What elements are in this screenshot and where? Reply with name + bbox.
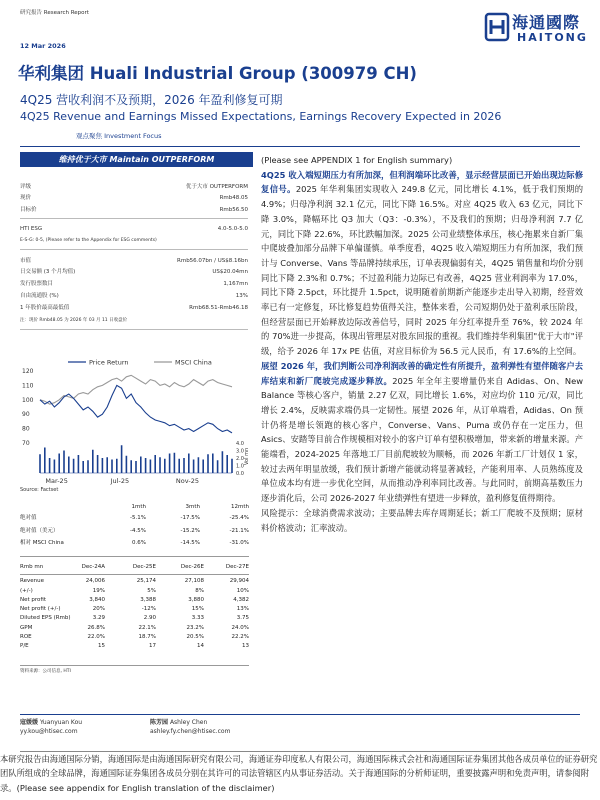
investment-focus-label: 观点聚焦 Investment Focus	[76, 132, 162, 140]
row-label: ROE	[20, 634, 32, 641]
volume-bar	[164, 459, 166, 473]
cell: 15	[98, 643, 105, 650]
y-tick-label: 90	[22, 411, 30, 419]
analyst-name-cn: 陈芳园	[150, 719, 169, 726]
volume-bar	[106, 457, 108, 473]
cell: 27,108	[184, 578, 204, 585]
cell: 24.0%	[231, 624, 249, 631]
cell: 20.5%	[186, 634, 204, 641]
volume-bar	[116, 459, 118, 473]
kv-value: Rmb56.50	[219, 207, 248, 213]
legend-label-msci: MSCI China	[175, 358, 212, 367]
cell: -15.2%	[180, 527, 200, 534]
kv-label: 日交易额 (3 个月均值)	[20, 269, 76, 275]
cell: -25.4%	[229, 515, 249, 522]
kv-value: 4.0-5.0-5.0	[217, 226, 248, 232]
series-line-price-return	[40, 385, 232, 433]
table-row	[20, 539, 249, 548]
divider	[20, 329, 248, 330]
volume-bar	[222, 451, 224, 473]
volume-bar	[193, 460, 195, 474]
volume-bar	[217, 460, 219, 473]
kv-label: 目标价	[20, 207, 37, 213]
volume-bar	[212, 454, 214, 474]
volume-bar	[102, 458, 104, 473]
volume-bar	[126, 456, 128, 473]
cell: -31.0%	[229, 539, 249, 546]
cell: 3.33	[191, 615, 204, 622]
price-row	[20, 194, 248, 203]
volume-bar	[145, 458, 147, 473]
header-cell: Rmb mn	[20, 564, 44, 570]
subtitle-cn: 4Q25 营收利润不及预期，2026 年盈利修复可期	[20, 93, 283, 107]
row-label: 相对 MSCI China	[20, 539, 64, 546]
volume-bar	[178, 459, 180, 473]
market-row	[20, 268, 248, 277]
market-row	[20, 292, 248, 301]
cell: 5%	[147, 587, 156, 594]
summary-body: 2025 年全年主要增量仍来自 Adidas、On、New Balance 等核心客户，销量 2.27 亿双，同比增长 1.6%，对应均价 110 元/双，同比增长 2.4%，反映需求端仍具一定韧性。展望 2026 年，从订单端看，Adidas、On 预计仍将是增长领跑的核心客户，Converse、Vans、Puma 或仍存在一定压力，但 Asics、安踏等目前合作规模相对较小的客户订单有望积极增加，带来新的增量来源。产能端看，2024-2025 年落地工厂目前爬坡较为顺畅，而 2026 年新工厂计划仅 1 家，较过去两年明显放缓，我们预计新增产能就动将显著减轻，产能利用率、人员熟练度及单位成本均有进一步优化空间，从而推动净利率同比改善。与此同时，前期高基数压力逐步消化后，公司 2026-2027 年业绩弹性有望进一步释放，盈利修复值得期待。	[261, 375, 583, 504]
summary-highlight: 展望 2026 年，我们判断公司净利润改善的确定性有所提升，盈利弹性有望伴随客户去库结束和新厂爬坡完成逐步释放。	[261, 360, 583, 386]
kv-label: 自由流通股 (%)	[20, 293, 59, 299]
volume-bar	[130, 460, 132, 473]
appendix-note: (Please see APPENDIX 1 for English summary)	[261, 155, 453, 165]
volume-bar	[92, 450, 94, 473]
analyst-name-cn: 寇媛媛	[20, 719, 39, 726]
table-row	[20, 642, 249, 651]
cell: -5.1%	[130, 515, 146, 522]
kv-value: 优于大市 OUTPERFORM	[185, 184, 248, 190]
divider	[20, 249, 248, 250]
table-source: 资料来源：公司信息, HTI	[20, 669, 71, 674]
cell: 10%	[236, 587, 249, 594]
kv-label: 现价	[20, 195, 32, 201]
volume-bar	[58, 454, 60, 474]
table-row	[20, 514, 249, 523]
analyst-email[interactable]: yy.kou@htisec.com	[20, 728, 78, 735]
header-cell: Dec-25E	[132, 564, 156, 570]
volume-bar	[63, 451, 65, 474]
summary-body: 2025 年华利集团实现收入 249.8 亿元，同比增长 4.1%，低于我们预期的 4.9%；归母净利润 32.1 亿元，同比下降 16.5%。对应 4Q25 收入 63 亿元，同比下降 3.0%，降幅环比 Q3 加大（Q3：-0.3%），不及我们的预期；归母净利润 7.7 亿元，同比下降 22.6%，环比跌幅加深。2025 公司业绩整体承压，核心拖累来自新厂集中爬坡叠加部分品牌下单偏谨慎。单季度看，4Q25 收入端短期压力有所加深，我们预计与 Converse、Vans 等品牌持续承压，订单表现偏弱有关，4Q25 销售量和均价分别同比下降 2.3%和 0.7%；不过盈利能力边际已有改善，4Q25 营业利润率为 17.0%，同比下降 2.5pct，环比提升 1.5pct，说明随着前期新产能逐步走出导入初期，经营效率已有一定修复，环比修复趋势值得关注，整体来看，公司短期仍处于盈利承压阶段，但经营层面已开始释放边际改善信号，同时 2025 年分红率提升至 76%，较 2024 年的 70%进一步提高，体现出管理层对股东回报的重视。我们维持华利集团"优于大市"评级，给予 2026 年 17x PE 估值，对应目标价为 56.5 元人民币，有 17.6%的上空间。	[261, 184, 583, 357]
volume-tick-label: 3.0	[236, 448, 244, 455]
summary-paragraph-2	[261, 359, 583, 506]
cell: 26.8%	[87, 624, 105, 631]
x-tick-label: Mar-25	[45, 477, 68, 485]
market-row	[20, 257, 248, 266]
report-date: 12 Mar 2026	[20, 42, 66, 50]
cell: 15%	[191, 606, 204, 613]
haitong-logo	[484, 8, 588, 48]
kv-label: HTI ESG	[20, 226, 43, 232]
cell: 22.0%	[87, 634, 105, 641]
table-row	[20, 614, 249, 623]
table-row	[20, 605, 249, 614]
y-tick-label: 80	[22, 425, 30, 433]
summary-paragraph-1	[261, 168, 583, 359]
volume-bar	[154, 455, 156, 473]
x-tick-label: Nov-25	[175, 477, 200, 485]
esg-note	[20, 236, 248, 245]
kv-label: E-S-G: 0-5, (Please refer to the Appendix for ESG comments)	[20, 238, 157, 243]
cell: 24,006	[85, 578, 105, 585]
kv-value: 1,167mn	[223, 281, 248, 287]
subtitle-en: 4Q25 Revenue and Earnings Missed Expectations, Earnings Recovery Expected in 2026	[20, 110, 502, 123]
volume-bar	[54, 460, 56, 474]
series-line-msci-china	[40, 375, 232, 404]
cell: 3.75	[236, 615, 249, 622]
cell: 18.7%	[138, 634, 156, 641]
divider	[20, 665, 249, 666]
kv-value: Rmb56.07bn / US$8.16bn	[177, 258, 248, 264]
kv-label: 发行股票数目	[20, 281, 54, 287]
divider	[20, 556, 249, 557]
financial-table	[20, 563, 249, 652]
cell: -17.5%	[180, 515, 200, 522]
cell: 13%	[236, 606, 249, 613]
volume-bar	[183, 458, 185, 473]
cell: 3,388	[140, 596, 156, 603]
volume-bar	[121, 445, 123, 473]
summary-highlight: 4Q25 收入端短期压力有所加深，但利润端环比改善，显示经营层面已开始出现边际修复信号。	[261, 169, 583, 195]
cell: 0.6%	[132, 539, 146, 546]
cell: 13	[242, 643, 249, 650]
volume-tick-label: 0.0	[236, 471, 244, 477]
cell: -4.5%	[130, 527, 146, 534]
market-row	[20, 304, 248, 313]
volume-bar	[207, 454, 209, 473]
table-header-row	[20, 503, 249, 512]
cell: 14	[197, 643, 204, 650]
table-row	[20, 587, 249, 596]
row-label: Revenue	[20, 578, 44, 585]
table-row	[20, 577, 249, 586]
chart-source: Source: Factset	[20, 487, 59, 493]
row-label: Diluted EPS (Rmb)	[20, 615, 71, 622]
header-cell: Dec-27E	[225, 564, 249, 570]
volume-bar	[231, 459, 233, 473]
header-cell: 3mth	[185, 504, 200, 510]
volume-bar	[97, 455, 99, 473]
y-tick-label: 110	[22, 382, 34, 390]
cell: 3,880	[188, 596, 204, 603]
divider	[20, 146, 580, 147]
x-tick-label: Jul-25	[110, 477, 130, 485]
performance-table	[20, 503, 249, 548]
cell: -21.1%	[229, 527, 249, 534]
page-title: 华利集团 Huali Industrial Group (300979 CH)	[18, 64, 417, 83]
analyst-name-en: Yuanyuan Kou	[39, 719, 83, 726]
row-label: 绝对值	[20, 515, 37, 522]
chart-legend	[68, 359, 212, 367]
analyst-contact	[20, 718, 82, 736]
cell: 3.29	[92, 615, 105, 622]
divider	[20, 218, 248, 219]
cell: 23.2%	[186, 624, 204, 631]
rating-row	[20, 183, 248, 192]
volume-bar	[140, 457, 142, 474]
row-label: Net profit	[20, 596, 47, 603]
market-row	[20, 280, 248, 289]
price-note: 注：现价 Rmb48.05 为 2026 年 03 月 11 日收盘价	[20, 318, 128, 323]
volume-bar	[49, 458, 51, 473]
volume-bar	[135, 461, 137, 473]
volume-bar	[150, 460, 152, 474]
volume-bar	[82, 461, 84, 473]
volume-bar	[159, 457, 161, 473]
logo-cn: 海通國際	[512, 13, 581, 32]
legend-label-price: Price Return	[89, 358, 129, 367]
row-label: P/E	[20, 643, 29, 650]
esg-row	[20, 225, 248, 234]
kv-label: 评级	[20, 184, 32, 190]
kv-value: Rmb48.05	[219, 195, 248, 201]
kv-value: 13%	[235, 293, 248, 299]
kv-value: Rmb68.51-Rmb46.18	[189, 305, 248, 311]
analyst-name-en: Ashley Chen	[169, 719, 208, 726]
volume-bar	[87, 460, 89, 473]
cell: 22.1%	[138, 624, 156, 631]
table-row	[20, 633, 249, 642]
volume-bar	[73, 459, 75, 473]
table-header-row	[20, 563, 249, 572]
cell: 22.2%	[231, 634, 249, 641]
header-cell: 12mth	[231, 504, 249, 510]
report-kicker: 研究报告 Research Report	[20, 10, 89, 16]
row-label: 绝对值（美元）	[20, 527, 59, 534]
summary-text	[261, 153, 583, 535]
row-label: (+/-)	[20, 587, 33, 594]
y-tick-label: 70	[22, 440, 30, 447]
cell: 17	[149, 643, 156, 650]
analyst-contact	[150, 718, 230, 736]
cell: 29,904	[229, 578, 249, 585]
volume-bar	[68, 457, 70, 474]
kv-value: US$20.04mn	[212, 269, 248, 275]
y-tick-label: 120	[22, 368, 34, 375]
table-row	[20, 624, 249, 633]
target-row	[20, 206, 248, 215]
y-tick-label: 100	[22, 396, 34, 404]
table-row	[20, 596, 249, 605]
volume-bar	[174, 453, 176, 473]
haitong-logo-icon	[484, 12, 512, 44]
header-cell: Dec-26E	[180, 564, 204, 570]
cell: 8%	[195, 587, 204, 594]
cell: -14.5%	[180, 539, 200, 546]
volume-bar	[111, 460, 113, 474]
price-chart	[20, 355, 255, 495]
logo-en: HAITONG	[517, 31, 588, 44]
risk-warning: 风险提示：全球消费需求波动；主要品牌去库存周期延长；新工厂爬坡不及预期；原材料价格波动；汇率波动。	[261, 507, 583, 533]
kv-label: 市值	[20, 258, 32, 264]
disclaimer: 本研究报告由海通国际分销，海通国际是由海通国际研究有限公司，海通证券印度私人有限公司，海通国际株式会社和海通国际证券集团其他各成员单位的证券研究团队所组成的全球品牌，海通国际证券集团各成员分别在其许可的司法管辖区内从事证券活动。关于海通国际的分析师证明，重要披露声明和免责声明，请参阅附录。(Please see appendix for English translation of the disclaimer)	[0, 754, 598, 793]
volume-tick-label: 4.0	[236, 441, 244, 447]
rating-banner: 维持优于大市 Maintain OUTPERFORM	[20, 152, 253, 167]
divider	[20, 714, 580, 715]
table-row	[20, 527, 249, 536]
volume-bar	[202, 460, 204, 474]
volume-bar	[39, 454, 41, 473]
header-cell: Dec-24A	[81, 564, 105, 570]
cell: 4,382	[233, 596, 249, 603]
volume-bar	[169, 454, 171, 474]
volume-bar	[44, 448, 46, 474]
volume-tick-label: 1.0	[236, 463, 244, 470]
kv-label: 1 年股价最高最低值	[20, 305, 70, 311]
cell: 25,174	[136, 578, 156, 585]
volume-bar	[78, 455, 80, 473]
row-label: Net profit (+/-)	[20, 606, 61, 613]
volume-bar	[198, 457, 200, 473]
volume-axis-label: Vol mn	[244, 447, 250, 465]
header-cell: 1mth	[131, 504, 146, 510]
cell: -12%	[141, 606, 156, 613]
cell: 3,840	[89, 596, 105, 603]
cell: 2.90	[143, 615, 156, 622]
volume-bar	[188, 454, 190, 474]
volume-tick-label: 2.0	[236, 456, 244, 462]
analyst-email[interactable]: ashley.fy.chen@htisec.com	[150, 728, 231, 735]
row-label: GPM	[20, 624, 33, 631]
volume-bar	[226, 455, 228, 473]
cell: 20%	[92, 606, 105, 613]
cell: 19%	[92, 587, 105, 594]
